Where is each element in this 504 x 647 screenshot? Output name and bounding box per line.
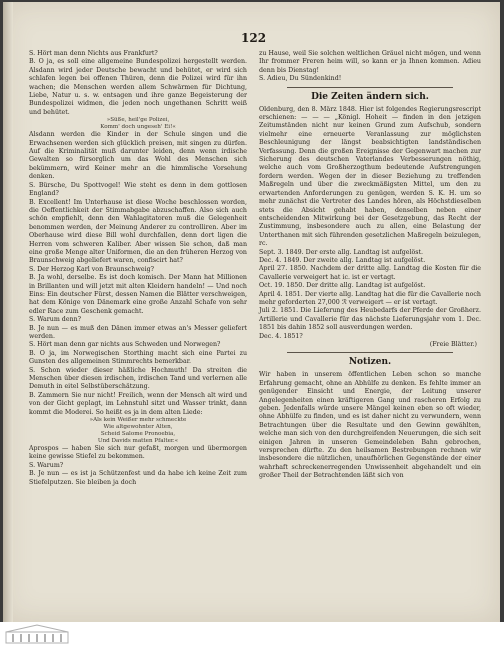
section-divider (287, 352, 453, 353)
verse-line: Scheid Salome Pronoebia, (100, 431, 176, 438)
verse-line: »Als kein Weißer mehr schmeckte (89, 417, 187, 424)
paragraph: S. Adieu, Du Sündenkind! (259, 75, 342, 83)
paragraph: April 27. 1850. Nachdem der dritte allg. Landtag die Kosten für die Cavallerie verweigert hat ic. ist er vertagt. (259, 265, 481, 281)
paragraph: S. Hört man denn Nichts aus Frankfurt? (29, 50, 158, 57)
paragraph: Juli 2. 1851. Die Lieferung des Heubedarfs der Pferde der Großherz. Artillerie und Cavallerie für das nächste Lieferungsjahr vom 1. Dec. 1851 bis dahin 1852 soll ausverdungen werden. (259, 307, 481, 332)
footer-bar (0, 622, 504, 647)
paragraph: zu Hause, weil Sie solchen weltlichen Gräuel nicht mögen, und wenn Ihr frommer Freren heim will, so kann er ja Ihnen kommen. Adieu denn bis Dienstag! (259, 50, 481, 74)
left-column (29, 50, 247, 487)
paragraph: April 4. 1851. Der vierte allg. Landtag hat die für die Cavallerie noch mehr geforderten 27,000 ℛ verweigert — er ist vertagt. (259, 290, 481, 306)
paragraph: Oldenburg, den 8. März 1848. Hier ist folgendes Regierungsrescript erschienen: — — — „Königl. Hoheit — finden in den jetzigen Zeitumständen nicht nur keinen Grund zum Aufschub, sondern vielmehr eine erneuerte Veranlassung zur möglichsten Beschleunigung der längst beabsichtigten landständischen Verfassung. Denn die großen Ereignisse der Gegenwart machen zur Sicherung des deutschen Vaterlandes Verbesserungen nöthig, welche auch vom Großherzogthum bedeutende Aufstrengungen fordern werden. Wegen der in dieser Beziehung zu treffenden Maßregeln und über die zweckmäßigsten Mittel, um den zu erwartenden Anforderungen zu genügen, werden S. K. H. um so mehr zunächst die Vertreter des Landes hören, als Höchstdieselben stets die Absicht gehabt haben, denselben neben einer entscheidenden Mitwirkung bei der Gesetzgebung, das Recht der Zustimmung, insbesondere auch zu allen, eine Belastung der Unterthanen mit sich führenden gesetzlichen Maßregeln beizulegen, rc. (259, 105, 481, 248)
paragraph: Wir haben in unserem öffentlichen Leben schon so manche Erfahrung gemacht, ohne an Abhülfe zu denken. Es fehlte immer an genügender Einsicht und Energie, der Leitung unserer Angelegenheiten einen kräftigeren Gang und rascheren Erfolg zu geben. Jedenfalls würde unsere Mängel keinen eben so oft wieder, ohne Abhülfe zu finden, und es ist daher nicht zu verwundern, wenn Betrachtungen über die Resultate und den Gewinn gewählten, welche man sich von den durchgreifenden Neuerungen, die sich seit einigen Jahren in unseren Gemeindeleben Bahn gebrochen, versprechen dürfte. Zu den heilsamen Bestrebungen rechnen wir insbesondere die nützlichen, unaufhörlichen Gegenstände der einer wahrhaft schreckenerregenden Unwissenheit abgehandelt und ein großer Theil der Betrachtenden läßt sich von (259, 371, 481, 480)
paragraph: B. Je nun — es ist ja Schützenfest und da habe ich keine Zeit zum Stiefelputzen. Sie bleiben ja doch (29, 470, 247, 486)
source-signature: (Freie Blätter.) (429, 341, 477, 348)
verse-line: Und Davids matten Pfalter.« (97, 438, 179, 445)
paragraph: Aprospos — haben Sie sich nur gefaßt, morgen und übermorgen keine gewisse Stiefel zu bekommen. (29, 445, 247, 461)
paragraph: B. Excellent! Im Unterhause ist diese Woche beschlossen worden, die Oeffentlichkeit der Stimmabgabe abzuschaffen. Also sich auch schön empfiehlt, denn den Wahlagitatoren muß die Gelegenheit benommen werden, der Meinung Anderer zu controlliren. Aber im Oberhause wird diese Bill wohl durchfallen, denn dort ligen die Herren vom schweren Kaliber. Aber wissen Sie schon, daß man eine große Menge alter Uniformen, die an den früheren Herzog von Braunschweig abgeliefert waren, confiscirt hat? (29, 198, 247, 265)
paragraph: S. Bürsche, Du Spottvogel! Wie steht es denn in dem gottlosen England? (29, 181, 247, 198)
paragraph: Oct. 19. 1850. Der dritte allg. Landtag ist aufgelöst. (259, 282, 426, 290)
paragraph: B. O ja, es soll eine allgemeine Bundespolizei hergestellt werden. Alsdann wird jeder Deutsche bewacht und behütet, er wird sich schlafen legen bei offenen Thüren, denn die Polizei wird für ihn wachen; die Menschen werden allem Schwärmen für Dichtung, Liebe, Natur u. s. w. entsagen und ihre ganze Begeisterung der Bundespolizei widmen, die jeden noch ungethanen Schritt weiß und behütet. (29, 58, 247, 116)
paragraph: S. Warum denn? (29, 316, 82, 324)
page-number: 122 (241, 31, 267, 45)
paragraph: B. Ja wohl, derselbe. Es ist doch komisch. Der Mann hat Millionen in Brillanten und will jetzt mit alten Kleidern handeln! — Und noch Eins: Ein deutscher Fürst, dessen Namen die Blätter verschweigen, hat dem Könige von Dänemark eine große Anzahl Schafe von sehr edler Race zum Geschenk gemacht. (29, 274, 247, 315)
paragraph: B. Zammern Sie nur nicht! Freilich, wenn der Mensch alt wird und von der Gicht geplagt, im Lehnstuhl sitzt und Wasser trinkt, dann kommt die Moderei. So heißt es ja in dem alten Liede: (29, 391, 247, 416)
newspaper-page (3, 2, 500, 622)
paragraph: S. Hört man denn gar nichts aus Schweden und Norwegen? (29, 341, 221, 349)
paragraph: Dec. 4. 1851? (259, 332, 303, 340)
verse-line: »Süße, heil'ge Polizei, (106, 117, 170, 124)
library-building-logo (5, 624, 69, 644)
paragraph: S. Schon wieder dieser häßliche Hochmuth! Da streiten die Menschen über diesen irdischen, irdischen Tand und verlernen alle Demuth in eitel Selbstüberschätzung. (29, 366, 247, 391)
paragraph: Alsdann werden die Kinder in der Schule singen und die Erwachsenen werden sich glücklich preisen, mit singen zu dürfen. Auf die Kriminalität muß darunter leiden, denn wenn irdische Gewalten so fürsorglich um das Wohl des Menschen sich bekümmern, wird Keiner mehr an die himmlische Vorsehung denken. (29, 131, 247, 181)
paragraph: Dec. 4. 1849. Der zweite allg. Landtag ist aufgelöst. (259, 256, 426, 264)
verse-line: Komm' doch ungeseh' Ei!« (100, 124, 176, 131)
notes-heading: Notizen. (348, 357, 392, 368)
paragraph: B. Je nun — es muß den Dänen immer etwas an's Messer geliefert werden. (29, 324, 247, 340)
paragraph: S. Warum? (29, 461, 64, 469)
page-spine-shadow (3, 2, 13, 622)
paragraph: Sept. 3. 1849. Der erste allg. Landtag ist aufgelöst. (259, 248, 424, 256)
section-divider (287, 87, 453, 88)
section-heading: Die Zeiten ändern sich. (311, 91, 429, 102)
right-column (259, 50, 481, 481)
verse-line: Wie altgewohnter Alten, (103, 424, 173, 431)
paragraph: B. O ja, im Norwegischen Storthing macht sich eine Partei zu Gunsten des allgemeinen Stimmrechts bemerkbar. (29, 349, 247, 366)
paragraph: S. Der Herzog Karl von Braunschweig? (29, 265, 154, 273)
